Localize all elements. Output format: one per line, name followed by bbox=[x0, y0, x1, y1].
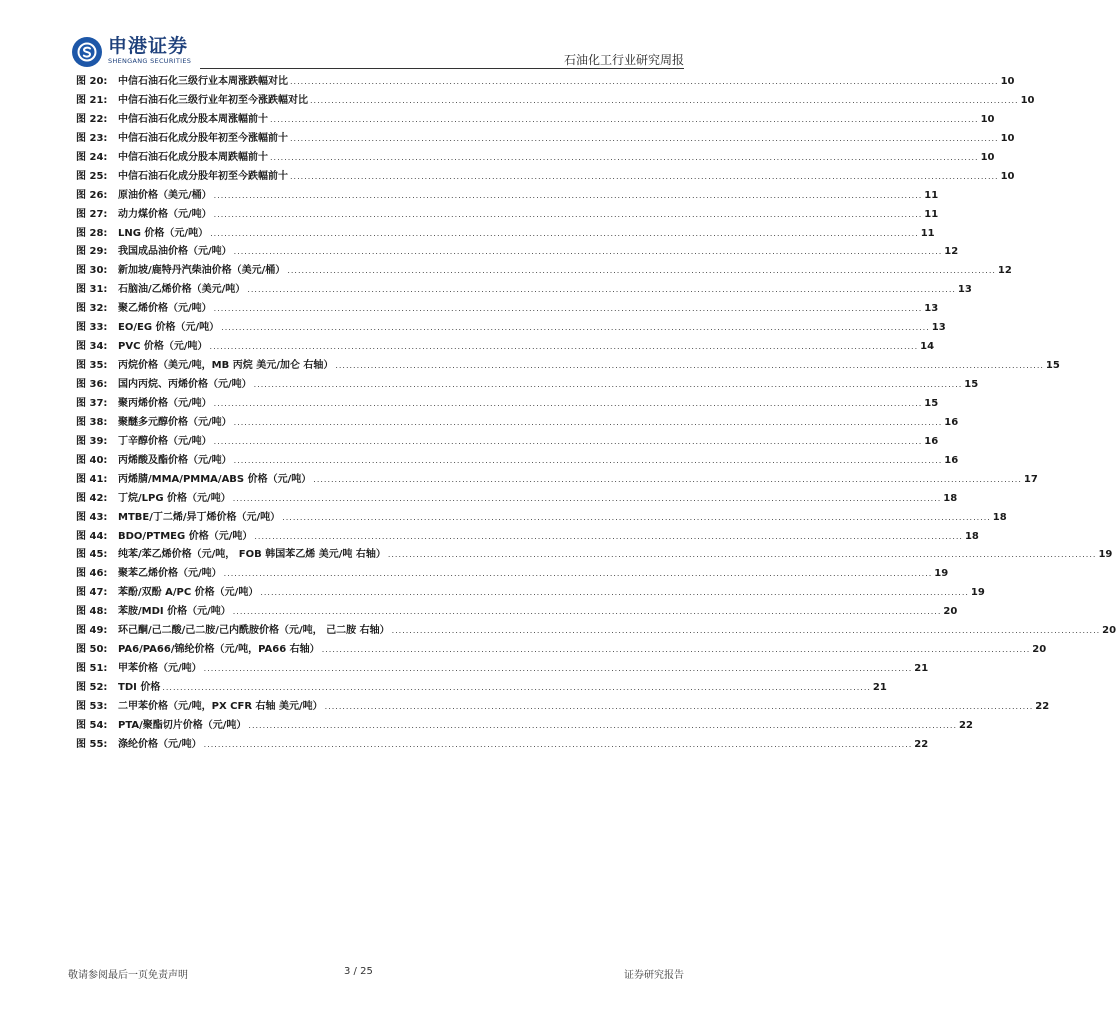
toc-entry[interactable] bbox=[76, 322, 946, 341]
brand-name-en: SHENGANG SECURITIES bbox=[108, 57, 192, 65]
figure-title: 甲苯价格（元/吨） bbox=[118, 663, 202, 675]
page-ref: 20 bbox=[943, 606, 958, 618]
figure-title: 聚醚多元醇价格（元/吨） bbox=[118, 416, 232, 428]
figure-list bbox=[76, 76, 1116, 758]
figure-title: 聚苯乙烯价格（元/吨） bbox=[118, 568, 222, 580]
figure-title: 丙烯腈/MMA/PMMA/ABS 价格（元/吨） bbox=[118, 473, 312, 485]
figure-title: 丙烷价格（美元/吨，MB 丙烷 美元/加仑 右轴） bbox=[118, 360, 334, 372]
toc-entry[interactable] bbox=[76, 530, 979, 550]
figure-title: 丙烯酸及酯价格（元/吨） bbox=[118, 454, 232, 466]
figure-label: 图 53: bbox=[76, 700, 108, 712]
dot-leader: ........................................................................................................................................................................................................ bbox=[248, 720, 958, 730]
document-type: 证券研究报告 bbox=[624, 970, 684, 981]
dot-leader: ........................................................................................................................................................................................................ bbox=[213, 436, 923, 446]
page-footer bbox=[0, 962, 724, 982]
dot-leader: ........................................................................................................................................................................................................ bbox=[213, 190, 923, 200]
dot-leader: ........................................................................................................................................................................................................ bbox=[221, 323, 930, 333]
dot-leader: ........................................................................................................................................................................................................ bbox=[233, 417, 943, 427]
figure-title: 动力煤价格（元/吨） bbox=[118, 208, 212, 220]
page-ref: 18 bbox=[964, 530, 979, 542]
toc-entry[interactable] bbox=[76, 151, 995, 171]
page-ref: 10 bbox=[1020, 94, 1035, 106]
page-number: 3 / 25 bbox=[344, 966, 373, 977]
page-ref: 21 bbox=[914, 663, 929, 675]
figure-title: PVC 价格（元/吨） bbox=[118, 341, 208, 353]
figure-title: 我国成品油价格（元/吨） bbox=[118, 246, 232, 258]
figure-label: 图 45: bbox=[76, 549, 108, 561]
page-ref: 10 bbox=[980, 151, 995, 163]
figure-label: 图 43: bbox=[76, 511, 108, 523]
figure-title: 二甲苯价格（元/吨，PX CFR 右轴 美元/吨） bbox=[118, 700, 323, 712]
disclaimer-note: 敬请参阅最后一页免责声明 bbox=[68, 970, 188, 981]
figure-label: 图 39: bbox=[76, 435, 108, 447]
dot-leader: ........................................................................................................................................................................................................ bbox=[209, 342, 919, 352]
figure-label: 图 30: bbox=[76, 265, 108, 277]
toc-entry[interactable] bbox=[76, 341, 935, 360]
toc-entry[interactable] bbox=[76, 663, 929, 682]
toc-entry[interactable] bbox=[76, 113, 995, 133]
dot-leader: ........................................................................................................................................................................................................ bbox=[247, 285, 956, 295]
dot-leader: ........................................................................................................................................................................................................ bbox=[310, 95, 1019, 105]
figure-label: 图 44: bbox=[76, 530, 108, 542]
figure-label: 图 54: bbox=[76, 719, 108, 731]
toc-entry[interactable] bbox=[76, 208, 939, 228]
figure-label: 图 42: bbox=[76, 492, 108, 504]
toc-entry[interactable] bbox=[76, 397, 939, 417]
figure-title: 中信石油石化成分股本周跌幅前十 bbox=[118, 151, 268, 163]
figure-label: 图 27: bbox=[76, 208, 108, 220]
toc-entry[interactable] bbox=[76, 76, 1015, 95]
dot-leader: ........................................................................................................................................................................................................ bbox=[387, 550, 1097, 560]
dot-leader: ........................................................................................................................................................................................................ bbox=[232, 607, 942, 617]
page-ref: 12 bbox=[944, 246, 959, 258]
dot-leader: ........................................................................................................................................................................................................ bbox=[203, 664, 913, 674]
toc-entry[interactable] bbox=[76, 416, 959, 436]
figure-title: 中信石油石化三级行业年初至今涨跌幅对比 bbox=[118, 94, 308, 106]
dot-leader: ........................................................................................................................................................................................................ bbox=[233, 247, 943, 257]
toc-entry[interactable] bbox=[76, 360, 1060, 379]
page-ref: 21 bbox=[872, 682, 887, 693]
toc-entry[interactable] bbox=[76, 454, 959, 474]
dot-leader: ........................................................................................................................................................................................................ bbox=[391, 626, 1101, 636]
toc-entry[interactable] bbox=[76, 606, 958, 625]
figure-title: 丁辛醇价格（元/吨） bbox=[118, 435, 212, 447]
dot-leader: ........................................................................................................................................................................................................ bbox=[290, 133, 999, 143]
page-ref: 17 bbox=[1023, 473, 1038, 485]
toc-entry[interactable] bbox=[76, 511, 1007, 531]
page-ref: 11 bbox=[924, 189, 939, 201]
header-divider bbox=[200, 68, 684, 69]
figure-title: BDO/PTMEG 价格（元/吨） bbox=[118, 530, 253, 542]
page-ref: 19 bbox=[934, 568, 949, 580]
toc-entry[interactable] bbox=[76, 94, 1035, 114]
figure-label: 图 52: bbox=[76, 682, 108, 693]
figure-label: 图 36: bbox=[76, 379, 108, 390]
figure-label: 图 47: bbox=[76, 587, 108, 599]
page-ref: 10 bbox=[1000, 76, 1015, 87]
figure-title: 聚乙烯价格（元/吨） bbox=[118, 303, 212, 315]
page-ref: 16 bbox=[924, 435, 939, 447]
figure-label: 图 41: bbox=[76, 473, 108, 485]
page-ref: 22 bbox=[959, 719, 973, 731]
figure-label: 图 32: bbox=[76, 303, 108, 315]
dot-leader: ........................................................................................................................................................................................................ bbox=[287, 266, 996, 276]
figure-title: MTBE/丁二烯/异丁烯价格（元/吨） bbox=[118, 511, 281, 523]
figure-label: 图 50: bbox=[76, 644, 108, 656]
figure-title: 中信石油石化三级行业本周涨跌幅对比 bbox=[118, 76, 288, 87]
toc-entry[interactable] bbox=[76, 303, 939, 322]
toc-entry[interactable] bbox=[76, 246, 959, 265]
figure-label: 图 22: bbox=[76, 113, 108, 125]
toc-entry[interactable] bbox=[76, 284, 972, 303]
dot-leader: ........................................................................................................................................................................................................ bbox=[290, 171, 999, 181]
dot-leader: ........................................................................................................................................................................................................ bbox=[203, 739, 913, 749]
dot-leader: ........................................................................................................................................................................................................ bbox=[324, 701, 1034, 711]
figure-label: 图 23: bbox=[76, 132, 108, 144]
dot-leader: ........................................................................................................................................................................................................ bbox=[313, 474, 1022, 484]
dot-leader: ........................................................................................................................................................................................................ bbox=[270, 114, 979, 124]
toc-entry[interactable] bbox=[76, 132, 1015, 152]
figure-title: TDI 价格 bbox=[118, 682, 161, 693]
page-ref: 14 bbox=[920, 341, 935, 353]
figure-label: 图 28: bbox=[76, 227, 108, 239]
page-header bbox=[0, 0, 724, 72]
dot-leader: ........................................................................................................................................................................................................ bbox=[282, 512, 991, 522]
figure-label: 图 38: bbox=[76, 416, 108, 428]
figure-title: 苯酚/双酚 A/PC 价格（元/吨） bbox=[118, 587, 259, 599]
page-ref: 20 bbox=[1032, 644, 1047, 656]
dot-leader: ........................................................................................................................................................................................................ bbox=[335, 361, 1044, 371]
page-ref: 16 bbox=[944, 454, 959, 466]
figure-label: 图 46: bbox=[76, 568, 108, 580]
toc-entry[interactable] bbox=[76, 227, 935, 247]
dot-leader: ........................................................................................................................................................................................................ bbox=[233, 455, 943, 465]
toc-entry[interactable] bbox=[76, 492, 958, 512]
figure-label: 图 31: bbox=[76, 284, 108, 296]
page-ref: 19 bbox=[1098, 549, 1113, 561]
dot-leader: ........................................................................................................................................................................................................ bbox=[210, 228, 919, 238]
figure-label: 图 25: bbox=[76, 170, 108, 182]
toc-entry[interactable] bbox=[76, 700, 1050, 720]
page-ref: 13 bbox=[924, 303, 939, 315]
dot-leader: ........................................................................................................................................................................................................ bbox=[253, 380, 963, 389]
figure-label: 图 29: bbox=[76, 246, 108, 258]
page-ref: 12 bbox=[997, 265, 1012, 277]
page-ref: 10 bbox=[980, 113, 995, 125]
toc-entry[interactable] bbox=[76, 170, 1015, 190]
figure-title: 聚丙烯价格（元/吨） bbox=[118, 397, 212, 409]
page-ref: 11 bbox=[920, 227, 935, 239]
dot-leader: ........................................................................................................................................................................................................ bbox=[270, 152, 979, 162]
brand-name: 申港证券 bbox=[108, 35, 189, 57]
page-ref: 22 bbox=[1035, 700, 1050, 712]
toc-entry[interactable] bbox=[76, 568, 949, 587]
figure-label: 图 51: bbox=[76, 663, 108, 675]
page-ref: 18 bbox=[943, 492, 958, 504]
figure-title: PTA/聚酯切片价格（元/吨） bbox=[118, 719, 247, 731]
dot-leader: ........................................................................................................................................................................................................ bbox=[213, 209, 923, 219]
page-ref: 13 bbox=[931, 322, 946, 334]
toc-entry[interactable] bbox=[76, 435, 939, 455]
dot-leader: ........................................................................................................................................................................................................ bbox=[223, 569, 933, 579]
dot-leader: ........................................................................................................................................................................................................ bbox=[162, 683, 871, 692]
page-ref: 19 bbox=[970, 587, 985, 599]
toc-entry[interactable] bbox=[76, 189, 939, 209]
figure-title: LNG 价格（元/吨） bbox=[118, 227, 209, 239]
page-ref: 10 bbox=[1000, 132, 1015, 144]
toc-entry[interactable] bbox=[76, 473, 1038, 493]
figure-label: 图 40: bbox=[76, 454, 108, 466]
toc-entry[interactable] bbox=[76, 379, 979, 398]
page-ref: 10 bbox=[1000, 170, 1015, 182]
figure-label: 图 21: bbox=[76, 94, 108, 106]
toc-entry[interactable] bbox=[76, 682, 887, 701]
figure-title: 涤纶价格（元/吨） bbox=[118, 738, 202, 750]
toc-entry[interactable] bbox=[76, 549, 1113, 568]
page-ref: 22 bbox=[914, 738, 929, 750]
figure-title: 环己酮/己二酸/己二胺/己内酰胺价格（元/吨， 己二胺 右轴） bbox=[118, 625, 390, 637]
company-logo-icon bbox=[72, 37, 102, 67]
figure-title: EO/EG 价格（元/吨） bbox=[118, 322, 220, 334]
figure-label: 图 55: bbox=[76, 738, 108, 750]
toc-entry[interactable] bbox=[76, 625, 1116, 644]
figure-title: 中信石油石化成分股年初至今涨幅前十 bbox=[118, 132, 288, 144]
report-type: 石油化工行业研究周报 bbox=[563, 53, 684, 67]
toc-entry[interactable] bbox=[76, 644, 1047, 663]
figure-label: 图 49: bbox=[76, 625, 108, 637]
figure-title: 原油价格（美元/桶） bbox=[118, 189, 212, 201]
toc-entry[interactable] bbox=[76, 738, 929, 758]
dot-leader: ........................................................................................................................................................................................................ bbox=[213, 304, 923, 314]
figure-title: 中信石油石化成分股本周涨幅前十 bbox=[118, 113, 268, 125]
page-ref: 15 bbox=[924, 397, 939, 409]
dot-leader: ........................................................................................................................................................................................................ bbox=[213, 398, 923, 408]
figure-label: 图 37: bbox=[76, 397, 108, 409]
page-ref: 15 bbox=[1045, 360, 1060, 372]
page-ref: 20 bbox=[1102, 625, 1116, 637]
figure-label: 图 20: bbox=[76, 76, 108, 87]
dot-leader: ........................................................................................................................................................................................................ bbox=[321, 645, 1031, 655]
figure-title: PA6/PA66/锦纶价格（元/吨，PA66 右轴） bbox=[118, 644, 320, 656]
dot-leader: ........................................................................................................................................................................................................ bbox=[290, 77, 999, 86]
figure-label: 图 48: bbox=[76, 606, 108, 618]
dot-leader: ........................................................................................................................................................................................................ bbox=[260, 588, 969, 598]
dot-leader: ........................................................................................................................................................................................................ bbox=[232, 493, 942, 503]
page-ref: 16 bbox=[944, 416, 959, 428]
figure-title: 中信石油石化成分股年初至今跌幅前十 bbox=[118, 170, 288, 182]
toc-entry[interactable] bbox=[76, 719, 973, 739]
figure-title: 苯胺/MDI 价格（元/吨） bbox=[118, 606, 231, 618]
figure-label: 图 33: bbox=[76, 322, 108, 334]
page-ref: 15 bbox=[964, 379, 979, 390]
page-ref: 13 bbox=[957, 284, 972, 296]
figure-label: 图 26: bbox=[76, 189, 108, 201]
figure-label: 图 34: bbox=[76, 341, 108, 353]
figure-title: 国内丙烷、丙烯价格（元/吨） bbox=[118, 379, 252, 390]
figure-label: 图 35: bbox=[76, 360, 108, 372]
toc-entry[interactable] bbox=[76, 587, 985, 606]
figure-title: 纯苯/苯乙烯价格（元/吨， FOB 韩国苯乙烯 美元/吨 右轴） bbox=[118, 549, 386, 561]
figure-title: 石脑油/乙烯价格（美元/吨） bbox=[118, 284, 246, 296]
figure-title: 新加坡/鹿特丹汽柴油价格（美元/桶） bbox=[118, 265, 286, 277]
figure-title: 丁烷/LPG 价格（元/吨） bbox=[118, 492, 231, 504]
page-ref: 11 bbox=[924, 208, 939, 220]
dot-leader: ........................................................................................................................................................................................................ bbox=[254, 531, 963, 541]
page-ref: 18 bbox=[992, 511, 1007, 523]
toc-entry[interactable] bbox=[76, 265, 1012, 284]
figure-label: 图 24: bbox=[76, 151, 108, 163]
